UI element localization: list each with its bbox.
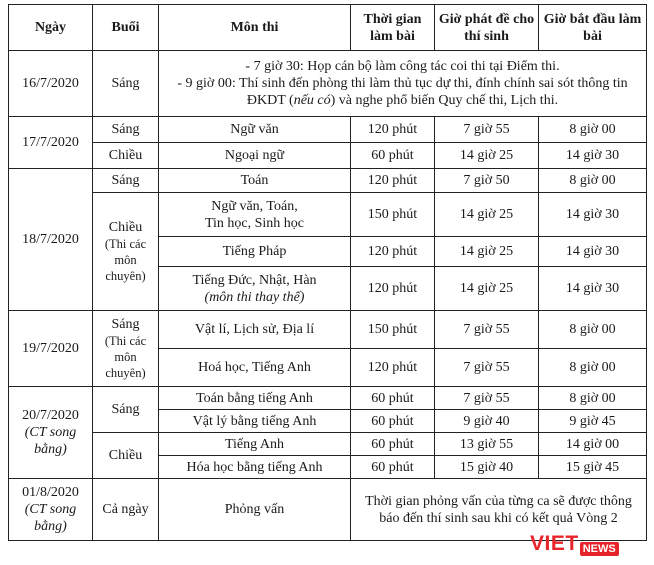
- header-session: Buổi: [93, 5, 159, 51]
- duration-cell: 150 phút: [351, 193, 435, 237]
- duration-cell: 60 phút: [351, 433, 435, 456]
- subject-cell: Vật lí, Lịch sử, Địa lí: [159, 311, 351, 349]
- duration-cell: 60 phút: [351, 143, 435, 169]
- hand-out-cell: 13 giờ 55: [435, 433, 539, 456]
- duration-cell: 60 phút: [351, 456, 435, 479]
- watermark-badge: NEWS: [580, 542, 619, 556]
- date-note: (CT song bằng): [24, 425, 77, 457]
- hand-out-cell: 7 giờ 55: [435, 117, 539, 143]
- watermark-brand: VIET: [530, 532, 579, 555]
- subject-cell: Ngữ văn, Toán, Tin học, Sinh học: [159, 193, 351, 237]
- date-cell: 18/7/2020: [9, 169, 93, 311]
- interview-info: Thời gian phỏng vấn của từng ca sẽ được thông báo đến thí sinh sau khi có kết quả Vòng 2: [351, 479, 647, 541]
- header-date: Ngày: [9, 5, 93, 51]
- session-cell: Sáng: [93, 51, 159, 117]
- start-cell: 8 giờ 00: [539, 117, 647, 143]
- duration-cell: 60 phút: [351, 410, 435, 433]
- session-cell: Chiều (Thi các môn chuyên): [93, 193, 159, 311]
- start-cell: 14 giờ 30: [539, 267, 647, 311]
- hand-out-cell: 14 giờ 25: [435, 193, 539, 237]
- session-cell: Sáng: [93, 387, 159, 433]
- subject-cell: Tiếng Đức, Nhật, Hàn (môn thi thay thế): [159, 267, 351, 311]
- hand-out-cell: 7 giờ 55: [435, 387, 539, 410]
- vietnews-watermark-logo: [530, 530, 616, 558]
- date-cell: 01/8/2020 (CT song bằng): [9, 479, 93, 541]
- date-cell: 19/7/2020: [9, 311, 93, 387]
- start-cell: 14 giờ 30: [539, 237, 647, 267]
- start-cell: 8 giờ 00: [539, 387, 647, 410]
- table-row: [9, 51, 647, 117]
- duration-cell: 120 phút: [351, 267, 435, 311]
- duration-cell: 120 phút: [351, 349, 435, 387]
- hand-out-cell: 9 giờ 40: [435, 410, 539, 433]
- orientation-notes: [159, 51, 647, 117]
- date-note: (CT song bằng): [24, 502, 77, 534]
- hand-out-cell: 7 giờ 55: [435, 311, 539, 349]
- session-cell: Chiều: [93, 433, 159, 479]
- session-cell: Sáng: [93, 169, 159, 193]
- start-cell: 14 giờ 30: [539, 193, 647, 237]
- start-cell: 8 giờ 00: [539, 169, 647, 193]
- date-cell: 16/7/2020: [9, 51, 93, 117]
- hand-out-cell: 14 giờ 25: [435, 143, 539, 169]
- session-note: (Thi các môn chuyên): [104, 334, 147, 380]
- subject-cell: Ngoại ngữ: [159, 143, 351, 169]
- table-row: [9, 387, 647, 410]
- subject-cell: Phỏng vấn: [159, 479, 351, 541]
- header-duration: Thời gian làm bài: [351, 5, 435, 51]
- exam-schedule-table: [8, 4, 647, 541]
- table-row: [9, 117, 647, 143]
- date-cell: 20/7/2020 (CT song bằng): [9, 387, 93, 479]
- duration-cell: 120 phút: [351, 117, 435, 143]
- hand-out-cell: 14 giờ 25: [435, 237, 539, 267]
- session-note: (Thi các môn chuyên): [104, 237, 147, 283]
- hand-out-cell: 14 giờ 25: [435, 267, 539, 311]
- subject-cell: Hóa học bằng tiếng Anh: [159, 456, 351, 479]
- start-cell: 15 giờ 45: [539, 456, 647, 479]
- subject-cell: Toán: [159, 169, 351, 193]
- header-hand-out-time: Giờ phát đề cho thí sinh: [435, 5, 539, 51]
- table-row: [9, 311, 647, 349]
- duration-cell: 120 phút: [351, 237, 435, 267]
- session-cell: Sáng: [93, 117, 159, 143]
- start-cell: 8 giờ 00: [539, 349, 647, 387]
- subject-cell: Toán bằng tiếng Anh: [159, 387, 351, 410]
- table-row: [9, 433, 647, 456]
- duration-cell: 150 phút: [351, 311, 435, 349]
- subject-cell: Tiếng Pháp: [159, 237, 351, 267]
- header-subject: Môn thi: [159, 5, 351, 51]
- start-cell: 8 giờ 00: [539, 311, 647, 349]
- subject-cell: Hoá học, Tiếng Anh: [159, 349, 351, 387]
- hand-out-cell: 15 giờ 40: [435, 456, 539, 479]
- table-row: [9, 143, 647, 169]
- header-start-time: Giờ bắt đầu làm bài: [539, 5, 647, 51]
- note-line: - 9 giờ 00: Thí sinh đến phòng thi làm thủ tục dự thi, đính chính sai sót thông tin ĐKDT (nếu có) và nghe phổ biến Quy chế thi, Lịch thi.: [177, 76, 628, 108]
- hand-out-cell: 7 giờ 55: [435, 349, 539, 387]
- duration-cell: 60 phút: [351, 387, 435, 410]
- session-cell: Chiều: [93, 143, 159, 169]
- subject-cell: Vật lý bằng tiếng Anh: [159, 410, 351, 433]
- session-cell: Sáng (Thi các môn chuyên): [93, 311, 159, 387]
- subject-cell: Tiếng Anh: [159, 433, 351, 456]
- hand-out-cell: 7 giờ 50: [435, 169, 539, 193]
- session-cell: Cả ngày: [93, 479, 159, 541]
- start-cell: 14 giờ 00: [539, 433, 647, 456]
- header-row: [9, 5, 647, 51]
- table-row: [9, 193, 647, 237]
- note-line: - 7 giờ 30: Họp cán bộ làm công tác coi thi tại Điểm thi.: [245, 59, 560, 74]
- start-cell: 14 giờ 30: [539, 143, 647, 169]
- date-cell: 17/7/2020: [9, 117, 93, 169]
- start-cell: 9 giờ 45: [539, 410, 647, 433]
- duration-cell: 120 phút: [351, 169, 435, 193]
- table-row: [9, 169, 647, 193]
- subject-cell: Ngữ văn: [159, 117, 351, 143]
